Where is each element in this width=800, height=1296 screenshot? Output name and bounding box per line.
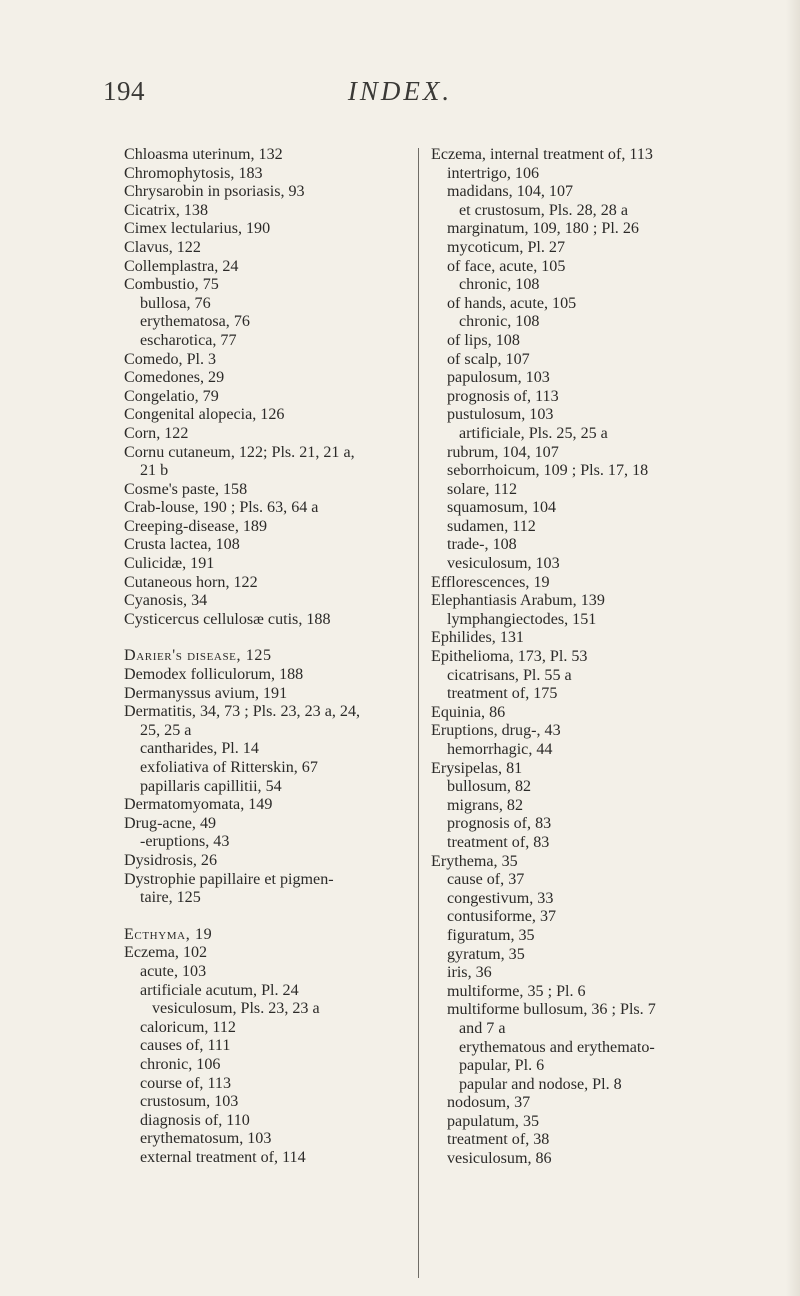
index-subentry: erythematosa, 76 <box>140 313 250 331</box>
index-entry: Erysipelas, 81 <box>431 759 523 777</box>
index-entry: Eczema, internal treatment of, 113 <box>431 146 653 163</box>
index-subentry: diagnosis of, 110 <box>140 1111 250 1129</box>
index-entry: Darier's disease, 125 <box>124 647 272 665</box>
index-subentry: prognosis of, 113 <box>447 387 559 405</box>
index-subentry: of face, acute, 105 <box>447 257 566 275</box>
index-subentry: madidans, 104, 107 <box>447 183 574 201</box>
index-subentry: cause of, 37 <box>447 871 525 889</box>
index-entry: Erythema, 35 <box>431 852 518 870</box>
index-entry: Creeping-disease, 189 <box>124 517 268 535</box>
index-entry: Dermanyssus avium, 191 <box>124 684 288 702</box>
index-subentry: seborrhoicum, 109 ; Pls. 17, 18 <box>447 462 649 480</box>
page-header <box>0 76 800 110</box>
index-subentry: vesiculosum, 103 <box>447 555 560 573</box>
index-entry: Demodex folliculorum, 188 <box>124 666 304 684</box>
index-subentry: erythematosum, 103 <box>140 1130 272 1148</box>
index-entry: Cysticercus cellulosæ cutis, 188 <box>124 610 331 628</box>
index-entry: Cyanosis, 34 <box>124 592 208 610</box>
index-subentry: sudamen, 112 <box>447 517 536 535</box>
index-subentry: acute, 103 <box>140 962 207 980</box>
index-subentry: -eruptions, 43 <box>140 833 230 851</box>
index-entry: Chloasma uterinum, 132 <box>124 146 283 163</box>
page-edge-shadow <box>786 0 800 1296</box>
index-entry: Cimex lectularius, 190 <box>124 220 271 238</box>
index-entry: Congelatio, 79 <box>124 387 219 405</box>
index-subentry: multiforme, 35 ; Pl. 6 <box>447 982 586 1000</box>
index-subentry: squamosum, 104 <box>447 499 557 517</box>
index-entry: Dysidrosis, 26 <box>124 851 217 869</box>
index-column-right <box>431 146 776 1169</box>
index-subentry: pustulosum, 103 <box>447 406 554 424</box>
index-entry: Efflorescences, 19 <box>431 573 550 591</box>
index-subentry: et crustosum, Pls. 28, 28 a <box>459 201 628 219</box>
index-entry: Chrysarobin in psoriasis, 93 <box>124 183 305 201</box>
column-divider <box>418 148 419 1278</box>
index-subentry: mycoticum, Pl. 27 <box>447 238 566 256</box>
index-subentry: 21 b <box>140 462 169 480</box>
index-entry: Collemplastra, 24 <box>124 257 239 275</box>
index-entry: Dermatitis, 34, 73 ; Pls. 23, 23 a, 24, <box>124 703 361 721</box>
section-gap <box>124 629 424 647</box>
index-entry: Combustio, 75 <box>124 276 219 294</box>
index-subentry: vesiculosum, Pls. 23, 23 a <box>152 1000 320 1018</box>
index-subentry: of scalp, 107 <box>447 350 530 368</box>
index-subentry: rubrum, 104, 107 <box>447 443 559 461</box>
index-subentry: treatment of, 175 <box>447 685 558 703</box>
index-subentry: external treatment of, 114 <box>140 1148 306 1166</box>
index-subentry: causes of, 111 <box>140 1037 231 1055</box>
index-subentry: vesiculosum, 86 <box>447 1150 552 1168</box>
index-subentry: crustosum, 103 <box>140 1093 239 1111</box>
index-entry: Cicatrix, 138 <box>124 201 209 219</box>
index-subentry: bullosa, 76 <box>140 294 211 312</box>
index-entry: Comedo, Pl. 3 <box>124 350 217 368</box>
index-subentry: course of, 113 <box>140 1074 232 1092</box>
index-subentry: chronic, 108 <box>459 313 540 331</box>
index-subentry: migrans, 82 <box>447 796 523 814</box>
index-entry: Dermatomyomata, 149 <box>124 796 273 814</box>
index-entry: Drug-acne, 49 <box>124 814 217 832</box>
index-subentry: prognosis of, 83 <box>447 815 552 833</box>
index-entry: Eczema, 102 <box>124 944 208 962</box>
index-subentry: iris, 36 <box>447 964 492 982</box>
index-subentry: cicatrisans, Pl. 55 a <box>447 666 572 684</box>
index-subentry: artificiale, Pls. 25, 25 a <box>459 424 608 442</box>
index-subentry: caloricum, 112 <box>140 1018 236 1036</box>
index-subentry: papular, Pl. 6 <box>459 1057 545 1075</box>
index-entry: Cosme's paste, 158 <box>124 480 248 498</box>
index-subentry: intertrigo, 106 <box>447 164 540 182</box>
index-subentry: congestivum, 33 <box>447 889 554 907</box>
index-subentry: cantharides, Pl. 14 <box>140 740 259 758</box>
index-subentry: erythematous and erythemato- <box>459 1038 655 1056</box>
index-subentry: marginatum, 109, 180 ; Pl. 26 <box>447 220 639 238</box>
page-number: 194 <box>103 76 145 106</box>
index-entry: Corn, 122 <box>124 424 189 442</box>
index-subentry: contusiforme, 37 <box>447 908 557 926</box>
index-subentry: multiforme bullosum, 36 ; Pls. 7 <box>447 1001 656 1019</box>
index-subentry: papulosum, 103 <box>447 369 550 387</box>
index-entry: Epithelioma, 173, Pl. 53 <box>431 648 588 666</box>
index-subentry: solare, 112 <box>447 480 518 498</box>
index-subentry: papillaris capillitii, 54 <box>140 777 282 795</box>
index-entry: Congenital alopecia, 126 <box>124 406 285 424</box>
index-subentry: gyratum, 35 <box>447 945 525 963</box>
index-subentry: nodosum, 37 <box>447 1094 531 1112</box>
section-gap <box>124 908 424 926</box>
index-entry: Ecthyma, 19 <box>124 925 213 943</box>
index-subentry: and 7 a <box>459 1019 506 1037</box>
index-entry: Comedones, 29 <box>124 369 225 387</box>
index-subentry: lymphangiectodes, 151 <box>447 610 597 628</box>
index-subentry: chronic, 106 <box>140 1055 221 1073</box>
index-entry: Elephantiasis Arabum, 139 <box>431 592 605 610</box>
index-subentry: exfoliativa of Ritterskin, 67 <box>140 759 318 776</box>
index-entry: Eruptions, drug-, 43 <box>431 722 561 740</box>
index-subentry: figuratum, 35 <box>447 926 535 944</box>
index-subentry: treatment of, 83 <box>447 833 550 851</box>
index-entry: Clavus, 122 <box>124 238 201 256</box>
index-entry: Cornu cutaneum, 122; Pls. 21, 21 a, <box>124 443 355 461</box>
index-subentry: of hands, acute, 105 <box>447 294 577 312</box>
index-subentry: treatment of, 38 <box>447 1131 550 1149</box>
index-subentry: 25, 25 a <box>140 721 192 739</box>
index-entry: Ephilides, 131 <box>431 629 524 647</box>
index-subentry: papular and nodose, Pl. 8 <box>459 1075 622 1093</box>
index-entry: Cutaneous horn, 122 <box>124 573 258 591</box>
index-subentry: escharotica, 77 <box>140 331 237 349</box>
running-head: INDEX. <box>347 76 453 106</box>
index-subentry: bullosum, 82 <box>447 778 532 796</box>
index-column-left <box>124 146 424 1167</box>
index-subentry: chronic, 108 <box>459 276 540 294</box>
index-entry: Equinia, 86 <box>431 703 506 721</box>
index-subentry: hemorrhagic, 44 <box>447 741 553 758</box>
index-entry: Crab-louse, 190 ; Pls. 63, 64 a <box>124 499 319 517</box>
index-entry: Crusta lactea, 108 <box>124 536 240 554</box>
index-subentry: papulatum, 35 <box>447 1112 540 1130</box>
index-entry: Chromophytosis, 183 <box>124 164 263 182</box>
index-entry: Dystrophie papillaire et pigmen- <box>124 870 334 888</box>
index-entry: Culicidæ, 191 <box>124 555 215 573</box>
index-subentry: trade-, 108 <box>447 536 517 554</box>
index-subentry: taire, 125 <box>140 889 201 907</box>
index-subentry: artificiale acutum, Pl. 24 <box>140 981 299 999</box>
index-subentry: of lips, 108 <box>447 331 520 349</box>
